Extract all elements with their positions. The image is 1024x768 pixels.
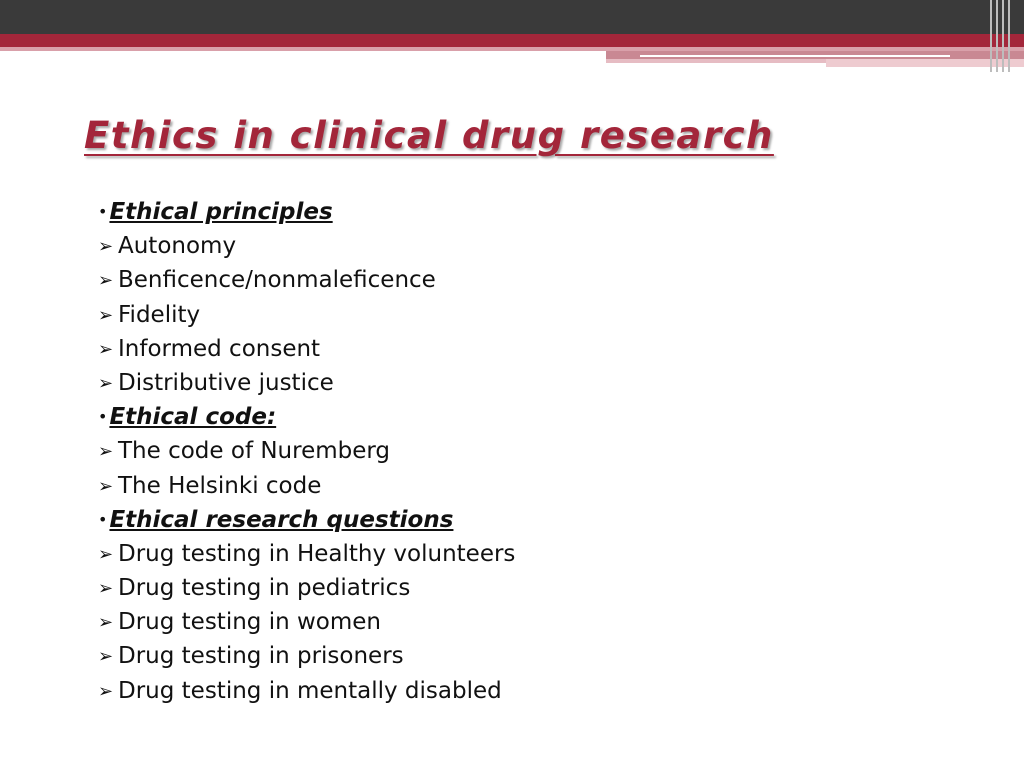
list-item [98,571,515,605]
list-item-text: Informed consent [118,335,321,362]
bullet-dot: • [98,509,108,529]
header-pink-strip-lower [606,59,846,63]
header-red-band [0,34,1024,47]
list-item-text: The Helsinki code [118,472,322,499]
list-item-text: Autonomy [118,233,237,260]
list-item [98,537,515,571]
list-item [98,639,515,673]
arrow-bullet-icon: ➢ [98,372,114,394]
slide-title: Ethics in clinical drug research [84,114,774,157]
list-item-text: The code of Nuremberg [118,438,391,465]
arrow-bullet-icon: ➢ [98,543,114,565]
list-item-text: Benficence/nonmaleficence [118,267,436,294]
arrow-bullet-icon: ➢ [98,441,114,463]
list-item-text: Drug testing in mentally disabled [118,677,502,704]
list-item [98,366,515,400]
arrow-bullet-icon: ➢ [98,475,114,497]
vertical-line [996,0,998,72]
list-item-text: Drug testing in Healthy volunteers [118,540,516,567]
list-item-heading [98,195,515,229]
arrow-bullet-icon: ➢ [98,304,114,326]
bullet-dot: • [98,407,108,427]
vertical-line [1008,0,1010,72]
section-heading: Ethical principles [109,199,333,225]
arrow-bullet-icon: ➢ [98,338,114,360]
list-item [98,605,515,639]
list-item-text: Distributive justice [118,369,334,396]
arrow-bullet-icon: ➢ [98,646,114,668]
list-item [98,434,515,468]
bullet-dot: • [98,202,108,221]
vertical-line [1002,0,1004,72]
header-dark-bar [0,0,1024,34]
arrow-bullet-icon: ➢ [98,236,114,258]
arrow-bullet-icon: ➢ [98,612,114,634]
list-item-heading [98,400,515,434]
list-item [98,298,515,332]
header-vertical-lines [990,0,1018,72]
list-item [98,469,515,503]
list-item [98,263,515,297]
arrow-bullet-icon: ➢ [98,270,114,292]
list-item [98,229,515,263]
list-item-text: Drug testing in women [118,609,381,636]
arrow-bullet-icon: ➢ [98,578,114,600]
list-item [98,674,515,708]
list-item-text: Drug testing in pediatrics [118,575,411,602]
vertical-line [990,0,992,72]
section-heading: Ethical code: [109,404,277,431]
section-heading: Ethical research questions [109,506,454,533]
list-item-text: Drug testing in prisoners [118,643,404,670]
bullet-list [98,195,515,708]
list-item-text: Fidelity [118,301,201,328]
header-white-line [640,55,950,57]
list-item-heading [98,503,515,537]
list-item [98,332,515,366]
arrow-bullet-icon: ➢ [98,680,114,702]
